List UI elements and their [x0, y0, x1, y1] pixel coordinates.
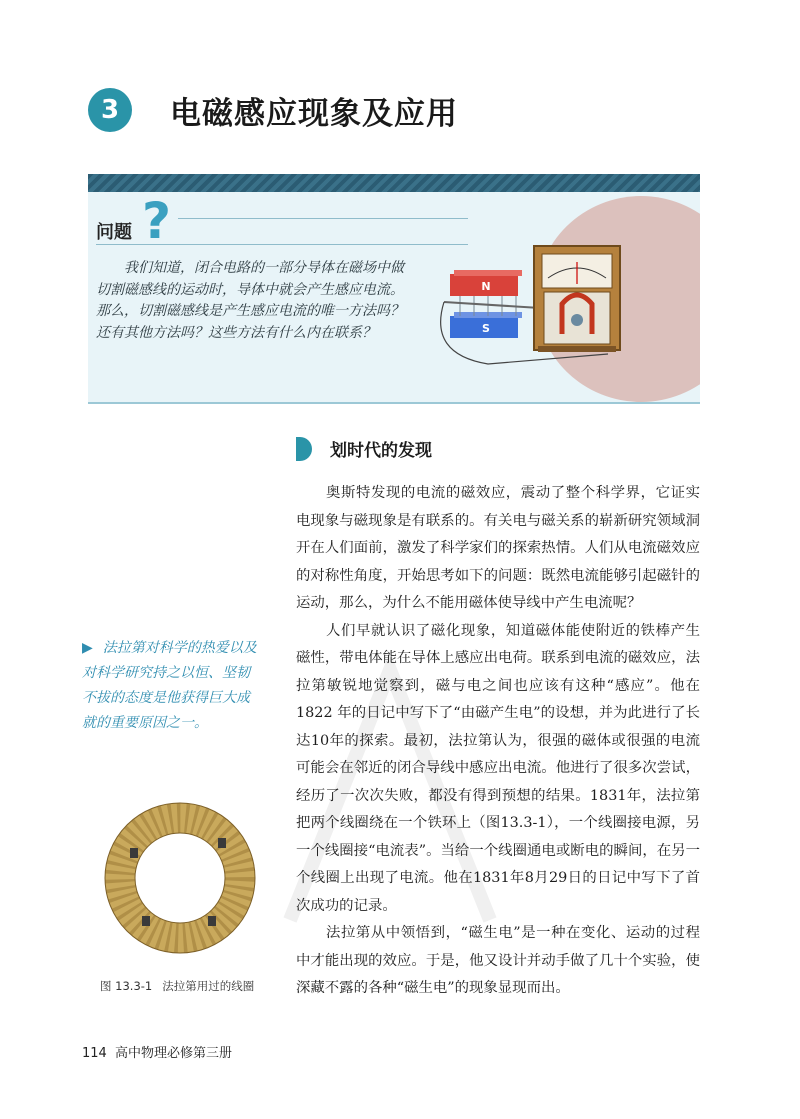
- side-note: [82, 636, 262, 736]
- figure-caption: [100, 978, 254, 994]
- problem-box: [88, 174, 700, 404]
- section-marker-icon: [296, 437, 312, 461]
- paragraph: 法拉第从中领悟到，“磁生电”是一种在变化、运动的过程中才能出现的效应。于是，他又设计并动手做了几十个实验，使深藏不露的各种“磁生电”的现象显现而出。: [296, 925, 700, 996]
- chapter-number-badge: 3: [88, 88, 132, 132]
- figure-caption-text: 法拉第用过的线圈: [162, 979, 255, 993]
- page-footer: [82, 1042, 232, 1061]
- galvanometer-illustration: [88, 174, 700, 402]
- paragraph: 人们早就认识了磁化现象，知道磁体能使附近的铁棒产生磁性，带电体能在导体上感应出电荷。联系到电流的磁效应，法拉第敏锐地觉察到，磁与电之间也应该有这种“感应”。他在1822 年的日记中写下了“由磁产生电”的设想，并为此进行了长达10年的探索。最初，法拉第认为，很强的磁体或很强的电流可能会在邻近的闭合导线中感应出电流。他进行了很多次尝试，经历了一次次失败，都没有得到预想的结果。1831年，法拉第把两个线圈绕在一个铁环上（图13.3-1），一个线圈接电源，另一个线圈接“电流表”。当给一个线圈通电或断电的瞬间，在另一个线圈上出现了电流。他在1831年8月29日的日记中写下了首次成功的记录。: [296, 622, 700, 914]
- section-heading: [296, 436, 432, 461]
- triangle-icon: ▶: [82, 640, 93, 656]
- question-mark-icon: ?: [142, 192, 172, 250]
- book-title: 高中物理必修第三册: [114, 1046, 232, 1061]
- problem-text: 我们知道，闭合电路的一部分导体在磁场中做切割磁感线的运动时，导体中就会产生感应电流。那么，切割磁感线是产生感应电流的唯一方法吗？还有其他方法吗？这些方法有什么内在联系？: [96, 260, 404, 341]
- section-title: 划时代的发现: [330, 441, 432, 461]
- body-text: [296, 480, 700, 1003]
- paragraph: 奥斯特发现的电流的磁效应，震动了整个科学界，它证实电现象与磁现象是有联系的。有关电与磁关系的崭新研究领域洞开在人们面前，激发了科学家们的探索热情。人们从电流磁效应的对称性角度，开始思考如下的问题：既然电流能够引起磁针的运动，那么，为什么不能用磁体使导线中产生电流呢？: [296, 485, 700, 611]
- coil-photo: [100, 798, 260, 958]
- chapter-title: 电磁感应现象及应用: [170, 96, 458, 132]
- page-number: 114: [82, 1046, 107, 1061]
- magnet-s-label: S: [482, 322, 490, 335]
- side-note-text: 法拉第对科学的热爱以及对科学研究持之以恒、坚韧不拔的态度是他获得巨大成就的重要原因之一。: [82, 640, 257, 731]
- problem-label: 问题: [96, 222, 132, 243]
- figure-label: 图 13.3-1: [100, 979, 153, 993]
- magnet-n-label: N: [481, 280, 491, 293]
